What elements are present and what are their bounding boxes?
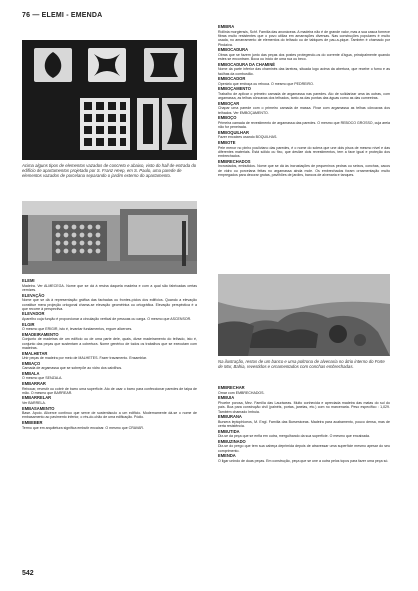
entry-emalhetar: EMALHETAR Unir peças de madeira por meio de MALHETES. Fazer travamento. Ensamblar. [22,350,147,361]
entry-embala: EMBALA O mesmo que SENZALA. [22,370,63,381]
entry-embocamento: EMBOÇAMENTO Trabalho de aplicar o primeiro camada de argamassa nas paredes. Ato de solidarizar uma às outras, com argamassa, as telhas côncavas dos telhados, tanto as das pontas das águas como as das cumeeiras. [218,86,390,101]
entry-embrechados: EMBRECHADOS Incrustados, embutidos. Nome que se dá às incrustações de pequeninos pedras ou seixos, conchas, cacos de vidro ou porcelana feitas no argamassa ainda mole. Os embrechados foram ornamentação muito empregados para decorar grutas, pavilhões de jardins, bancos de alvenaria e tanques. [218,158,390,178]
entry-emboquilhar: EMBOQUILHAR Fazer encaixes usando BOQUILHAS. [218,129,278,140]
entry-embarrar: EMBARRAR Rebocar, revestir ou cobrir de barro uma superfície. Ato de usar o barro para confeccionar paredes de taipa de mão. O mesmo que BARREAR. [22,380,197,395]
bottom-figure-caption: Na ilustração, restos de um banco e uma poltrona de alvenaria no átrio interno do Forte de Mar, Bahia, revestidos e ornamentados com conchas embrechadas. [218,359,385,370]
entry-embrechar: EMBRECHAR Ornar com EMBRECHADOS. [218,385,265,395]
entry-embocador: EMBOCADOR Operário que emboça ou reboca. O mesmo que PEDREIRO. [218,76,314,86]
page-number: 542 [22,570,34,577]
entry-embuzinado: EMBUZINADO Diz-se do prego que tem sua cabeça deprimida depois de atravessar uma superfície mesmo apesar do seu comprimento. [218,438,390,453]
entry-embira: EMBIRA Rollinia morgiensis, Schf. Família das anonáceas. A madeira não é de grande valor, mas a sua casca fornece fibras muito resistentes que o povo utiliza em amarrações diversas. Nas construções populares é muito usada, no amarramento de elementos do telhado ou de tabiques de pau-a-pique. Também é chamado por Pindaíva. [218,24,390,47]
entry-embaco: EMBAÇO Camada de argamassa que se sobrepõe ao vidro dos caixilhos. [22,360,123,371]
entry-emadeiramento: EMADEIRAMENTO Conjunto de madeiras de um edifício ou de uma parte dele, quais, dizse madeiramento do telhado, isto é, conjunto das peças que sustentam a cobertura. Nome genérico de todos os trabalhos que se executam com madeiras. [22,331,197,350]
entry-elevacao: ELEVAÇÃO Nome que se dá à representação gráfica das fachadas ou frontes-píclos dos edifícios. Quando a elevação constitue mera projeção ortogonal chama-se elevação geométrica ou ortográfica. Elevação perspéctica é a que recorre à perspectiva. [22,292,197,311]
entry-emboco: EMBOÇO Primeira camada de revestimento de argamassa das paredes. O mesmo que REBOCO GROSSO, cuja areia não for peneirada. [218,115,390,130]
entry-emburana: EMBURANA Bursera leptophloeos, M. Engl. Família das Burseráceas. Madeira para acabamento, pouco densa, mas de certa resistência. [218,414,390,429]
entry-embutida: EMBUTIDA Diz-se da peça que se enfia em outra, mergulhando da sua superfície. O mesmo que encaixada. [218,428,371,439]
right-column-lower [218,385,390,464]
ruins-photo [218,274,390,356]
entry-embasamento: EMBASAMENTO Base. Apoio. Alicerce contínuo que serve de sustentáculo a um edifício. Modernamente dá-se o nome de embasamento ao pavimento inferior, o rés-do-chão de uma edificação. Pódio. [22,405,197,420]
entry-elevador: ELEVADOR Aparelho cuja função é proporcionar a circulação vertical de pessoas ou carga. O mesmo que ASCENSOR. [22,311,192,322]
entry-elemi: ELEMI Madeira. Ver ALMECEGA. Nome que se dá à resina daquela madeira e com a qual são fabricadas certas vernizes. [22,278,197,293]
top-figure-caption: Acima alguns tipos de elementos vazados de concreto e abaixo, visto do hall de entrada do edifício de apartamentos projetado por S. Franz Heep, em S. Paulo, uma parede de elementos vazados de porcelana separando o jardim externo do apartamento. [22,163,197,179]
entry-embocadura-da-chamine: EMBOCADURA DA CHAMINÉ Nome da parte inferior das chaminés das lareiras, situada logo acima da abertura, que recebe o fumo e as faúlhas da combustão. [218,61,390,76]
right-column-upper [218,24,390,178]
entry-embocadura: EMBOCADURA Obras que se fazem junto das peças dos postes protegendo-os do corrente d'água, principalmente quando estes se encontram. Boca ou início de uma rua ou beco. [218,47,390,62]
entry-elgir: ELGIR O mesmo que ERIGIR, isto é, levantar fundamentos, erguer alicerces. [22,321,133,332]
entry-embocar: EMBOÇAR Chapar uma parede com o primeiro camada de massa. Fixar com argamassa as telhas côncavas dos telhados. Ver EMBOÇAMENTO. [218,100,390,115]
entry-embote: EMBOTE Pele menor no pinho pouliviano das paredes, é o nome do solera que une dois pisos de mesmo nível e das diferentes materiais. Está sólido ou fixo, que deslize dois revestimentos, tem a face igual e proteção dos embrechados. [218,139,390,159]
running-head: 76 — ELEMI - EMENDA [22,12,103,19]
left-column [22,278,197,430]
entry-embuia: EMBUIA Phoebe porosa, Mez. Família das Lauráceas. Muito conhecida e apreciada madeira das matas do sul do país. Boa para construção civil (painéis, portas, janelas, etc.) com no marcenaria. Peso específico : 1,029. Também chamado Imbuia. [218,395,390,414]
lobby-photo [22,201,197,274]
entry-emenda: EMENDA O ligar unindo de duas peças. Em construção, peça que se une a outra pelos topos para fazer uma peça só. [218,453,389,463]
entry-embeber: EMBEBER Termo que em arquitetura significa embutir encaixar. O mesmo que CRAVAR. [22,419,144,430]
entry-embarrelar: EMBARRELAR Ver BARRELA. [22,395,52,405]
breeze-block-photo [22,40,197,160]
